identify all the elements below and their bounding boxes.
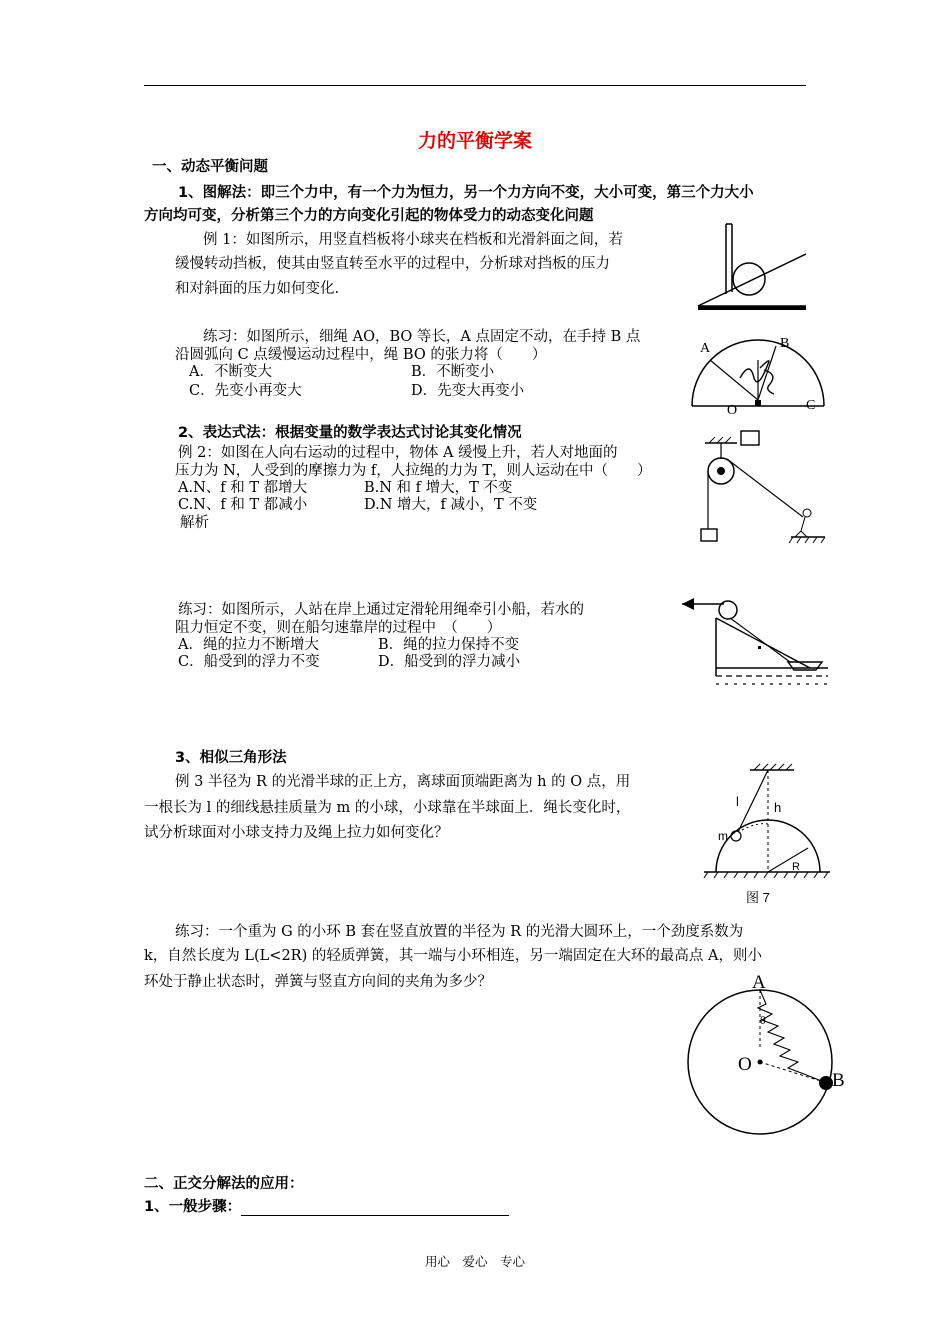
example1-line3: 和对斜面的压力如何变化. (175, 281, 340, 297)
practice3-line3: 环处于静止状态时，弹簧与竖直方向间的夹角为多少？ (144, 974, 492, 990)
example3-line1: 例 3 半径为 R 的光滑半球的正上方，离球面顶端距离为 h 的 O 点，用 (175, 774, 631, 790)
page-title: 力的平衡学案 (417, 130, 532, 152)
practice1-line1: 练习：如图所示，细绳 AO，BO 等长，A 点固定不动，在手持 B 点 (203, 329, 641, 345)
section-heading-1: 一、动态平衡问题 (152, 159, 268, 175)
fig5-caption: 图 7 (746, 890, 770, 905)
fig6-label-o: O (738, 1054, 752, 1075)
method1-line1: 1、图解法：即三个力中，有一个力为恒力，另一个力方向不变，大小可变，第三个力大小 (178, 185, 754, 201)
practice3-line1: 练习：一个重为 G 的小环 B 套在竖直放置的半径为 R 的光滑大圆环上，一个劲度系数为 (175, 924, 744, 940)
fig6-label-theta: θ (760, 1013, 766, 1027)
method3-heading: 3、相似三角形法 (175, 750, 287, 766)
example3-line3: 试分析球面对小球支持力及绳上拉力如何变化？ (144, 825, 449, 841)
header-rule (144, 85, 806, 86)
section-heading-2: 二、正交分解法的应用： (144, 1176, 304, 1192)
example2-analysis: 解析 (180, 515, 209, 531)
method2-heading: 2、表达式法：根据变量的数学表达式讨论其变化情况 (178, 425, 522, 441)
steps-line (144, 1195, 509, 1216)
figure-ball-incline (692, 220, 810, 312)
example3-line2: 一根长为 l 的细线悬挂质量为 m 的小球，小球靠在半球面上．绳长变化时， (144, 800, 631, 816)
practice1-option-a: A．不断变大 (189, 364, 272, 380)
figure-semicircle-ropes (688, 330, 828, 420)
steps-label: 1、一般步骤： (144, 1199, 242, 1215)
example2-line2: 压力为 N，人受到的摩擦力为 f，人拉绳的力为 T，则人运动在中（ ） (175, 463, 652, 479)
figure-pulley-person (695, 425, 830, 547)
fig5-label-m: m (718, 829, 728, 843)
example2-line1: 例 2：如图在人向右运动的过程中，物体 A 缓慢上升，若人对地面的 (178, 445, 618, 461)
fig6-label-a: A (752, 972, 766, 993)
practice2-line2: 阻力恒定不变，则在船匀速靠岸的过程中 （ ） (175, 620, 502, 636)
practice1-option-c: C．先变小再变大 (189, 383, 302, 399)
example2-option-b: B.N 和 f 增大，T 不变 (364, 480, 513, 496)
fig5-label-r: R (792, 861, 800, 873)
practice3-line2: k，自然长度为 L(L<2R) 的轻质弹簧，其一端与小环相连，另一端固定在大环的最高点 A，则小 (144, 948, 762, 964)
steps-blank (241, 1201, 509, 1216)
practice2-option-c: C．船受到的浮力不变 (178, 654, 320, 670)
fig5-label-l: l (736, 794, 739, 809)
figure-hemisphere-ball (698, 762, 834, 910)
fig2-label-b: B (780, 336, 790, 351)
example1-line2: 缓慢转动挡板，使其由竖直转至水平的过程中，分析球对挡板的压力 (175, 256, 610, 272)
practice2-option-d: D．船受到的浮力减小 (378, 654, 521, 670)
example2-option-d: D.N 增大，f 减小，T 不变 (364, 497, 538, 513)
fig6-label-b: B (832, 1070, 845, 1091)
practice2-line1: 练习：如图所示，人站在岸上通过定滑轮用绳牵引小船，若水的 (178, 602, 584, 618)
practice2-option-b: B．绳的拉力保持不变 (378, 637, 520, 653)
example2-option-a: A.N、f 和 T 都增大 (178, 480, 308, 496)
fig2-label-o: O (727, 403, 738, 418)
figure-boat-pulley (660, 588, 832, 690)
page-footer: 用心 爱心 专心 (424, 1254, 525, 1269)
example1-line1: 例 1：如图所示，用竖直档板将小球夹在档板和光滑斜面之间，若 (203, 232, 623, 248)
figure-ring-spring (680, 968, 850, 1146)
fig2-label-c: C (806, 398, 816, 413)
fig2-label-a: A (700, 341, 711, 356)
practice1-option-d: D．先变大再变小 (411, 383, 525, 399)
example2-option-c: C.N、f 和 T 都减小 (178, 497, 308, 513)
practice2-option-a: A．绳的拉力不断增大 (178, 637, 319, 653)
method1-line2: 方向均可变，分析第三个力的方向变化引起的物体受力的动态变化问题 (144, 208, 594, 224)
practice1-option-b: B．不断变小 (411, 364, 495, 380)
practice1-line2: 沿圆弧向 C 点缓慢运动过程中，绳 BO 的张力将（ ） (175, 347, 547, 363)
fig5-label-h: h (774, 800, 782, 815)
